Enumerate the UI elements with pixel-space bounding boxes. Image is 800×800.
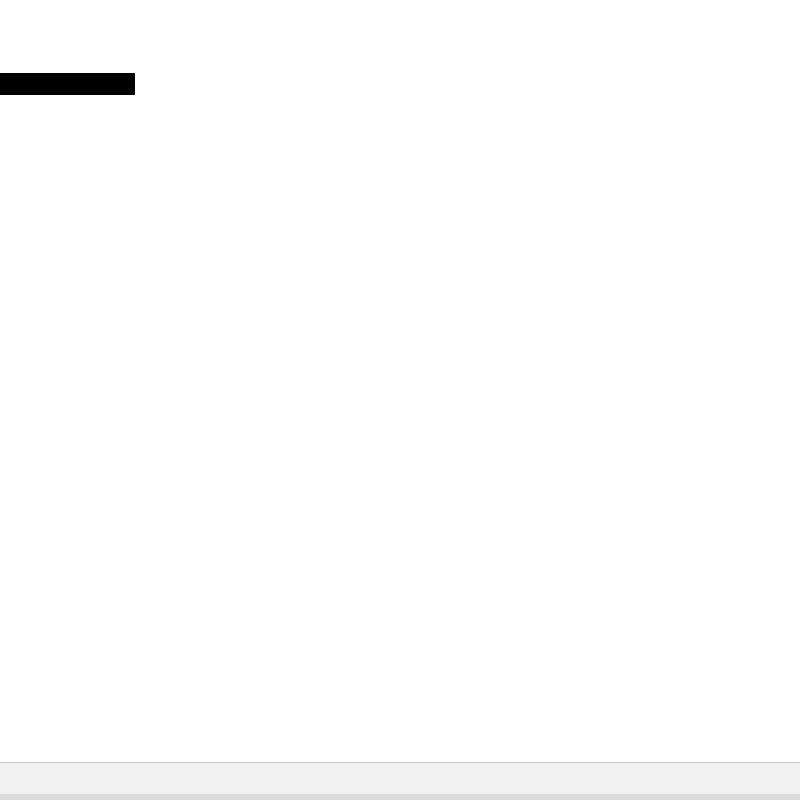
horizontal-scrollbar[interactable]: [0, 794, 800, 800]
month-label: [0, 103, 136, 147]
sheet-tab-bar: [0, 762, 800, 800]
absence-type-key-label: [0, 73, 135, 95]
employee-name-header: [0, 157, 136, 181]
year-label: [0, 14, 142, 66]
